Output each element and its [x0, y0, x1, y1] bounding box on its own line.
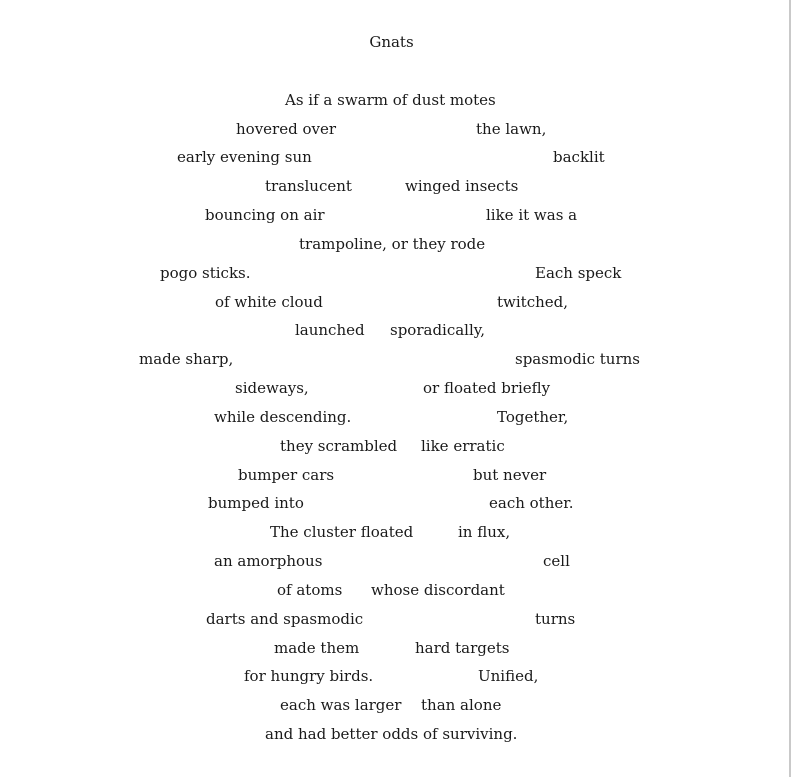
poem-line-segment: made sharp, — [139, 350, 234, 368]
poem-line — [0, 436, 783, 456]
poem-line-segment: cell — [543, 552, 570, 570]
poem-line-segment: hard targets — [415, 639, 510, 657]
poem-line-segment: they scrambled — [280, 437, 398, 455]
poem-line-segment: while descending. — [214, 408, 352, 426]
poem-title: Gnats — [369, 33, 414, 51]
poem-line-segment: darts and spasmodic — [206, 610, 364, 628]
poem-line-segment: and had better odds of surviving. — [265, 725, 518, 743]
poem-line-segment: sporadically, — [390, 321, 486, 339]
poem-line — [0, 119, 783, 139]
poem-line-segment: of white cloud — [215, 293, 323, 311]
poem-line — [0, 493, 783, 513]
poem-line-segment: pogo sticks. — [160, 264, 251, 282]
poem-line — [0, 147, 783, 167]
poem-line — [0, 666, 783, 686]
poem-line-segment: backlit — [553, 148, 605, 166]
poem-line-segment: translucent — [265, 177, 352, 195]
poem-line-segment: of atoms — [277, 581, 343, 599]
poem-line — [0, 638, 783, 658]
poem-line — [0, 292, 783, 312]
poem-line — [0, 349, 783, 369]
poem-line-segment: made them — [274, 639, 360, 657]
poem-line — [0, 90, 783, 110]
poem-line — [0, 580, 783, 600]
poem-line — [0, 724, 783, 744]
poem-line-segment: whose discordant — [371, 581, 505, 599]
poem-line-segment: launched — [295, 321, 365, 339]
poem-line — [0, 378, 783, 398]
poem-line-segment: or floated briefly — [423, 379, 551, 397]
poem-line — [0, 263, 783, 283]
poem-line-segment: bumped into — [208, 494, 304, 512]
poem-line — [0, 234, 783, 254]
poem-line — [0, 176, 783, 196]
poem-line-segment: Each speck — [535, 264, 622, 282]
poem-line-segment: trampoline, or they rode — [299, 235, 486, 253]
poem-line-segment: As if a swarm of dust motes — [285, 91, 496, 109]
poem-line — [0, 551, 783, 571]
poem-line-segment: like erratic — [421, 437, 505, 455]
poem-line-segment: bumper cars — [238, 466, 335, 484]
poem-line — [0, 522, 783, 542]
poem-line-segment: in flux, — [458, 523, 511, 541]
poem-line-segment: each other. — [489, 494, 574, 512]
poem-line-segment: winged insects — [405, 177, 519, 195]
poem-line-segment: Together, — [497, 408, 569, 426]
poem-line-segment: The cluster floated — [270, 523, 414, 541]
poem-line — [0, 609, 783, 629]
poem-line-segment: but never — [473, 466, 547, 484]
poem-line — [0, 320, 783, 340]
poem-line-segment: early evening sun — [177, 148, 312, 166]
poem-line-segment: bouncing on air — [205, 206, 325, 224]
poem-line-segment: than alone — [421, 696, 502, 714]
poem-line-segment: for hungry birds. — [244, 667, 374, 685]
poem-line — [0, 407, 783, 427]
poem-line — [0, 695, 783, 715]
poem-line-segment: the lawn, — [476, 120, 547, 138]
poem-line-segment: sideways, — [235, 379, 309, 397]
poem-line — [0, 465, 783, 485]
poem-line-segment: spasmodic turns — [515, 350, 640, 368]
poem-line-segment: Unified, — [478, 667, 539, 685]
poem-line-segment: hovered over — [236, 120, 337, 138]
poem-line-segment: an amorphous — [214, 552, 323, 570]
poem-line-segment: each was larger — [280, 696, 402, 714]
poem-line-segment: turns — [535, 610, 576, 628]
poem-line-segment: twitched, — [497, 293, 569, 311]
poem-line-segment: like it was a — [486, 206, 578, 224]
poem-line — [0, 205, 783, 225]
